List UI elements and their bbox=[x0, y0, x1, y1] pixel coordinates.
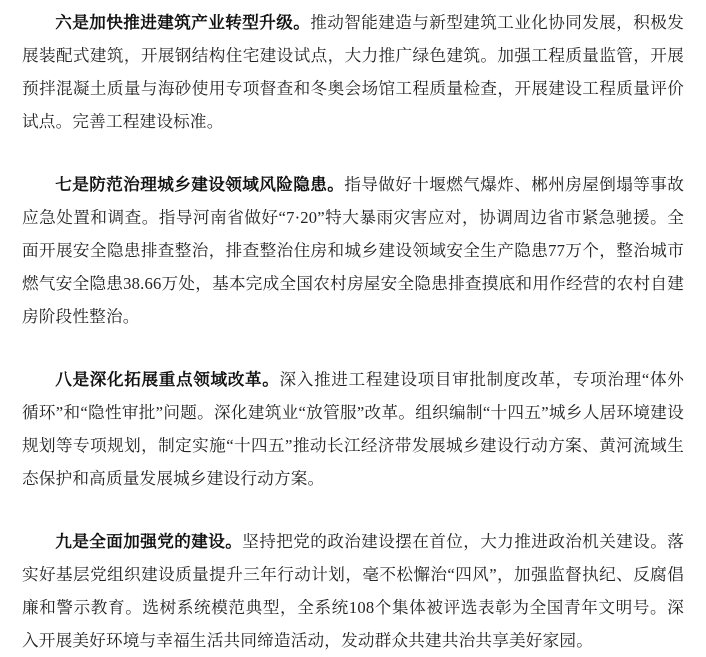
paragraph-nine bbox=[22, 525, 684, 657]
paragraph-seven bbox=[22, 168, 684, 333]
paragraph-eight-lead: 八是深化拓展重点领域改革。 bbox=[55, 370, 280, 389]
paragraph-seven-lead: 七是防范治理城乡建设领域风险隐患。 bbox=[55, 175, 345, 194]
paragraph-six-body: 推动智能建造与新型建筑工业化协同发展，积极发展装配式建筑，开展钢结构住宅建设试点，大力推广绿色建筑。加强工程质量监管，开展预拌混凝土质量与海砂使用专项督查和冬奥会场馆工程质量检查，开展建设工程质量评价试点。完善工程建设标准。 bbox=[22, 13, 685, 131]
paragraph-six bbox=[22, 6, 684, 138]
paragraph-eight-body: 深入推进工程建设项目审批制度改革，专项治理“体外循环”和“隐性审批”问题。深化建筑业“放管服”改革。组织编制“十四五”城乡人居环境建设规划等专项规划，制定实施“十四五”推动长江经济带发展城乡建设行动方案、黄河流域生态保护和高质量发展城乡建设行动方案。 bbox=[22, 370, 684, 488]
paragraph-nine-lead: 九是全面加强党的建设。 bbox=[55, 532, 243, 551]
paragraph-eight bbox=[22, 363, 684, 495]
paragraph-six-lead: 六是加快推进建筑产业转型升级。 bbox=[55, 13, 311, 32]
paragraph-nine-body: 坚持把党的政治建设摆在首位，大力推进政治机关建设。落实好基层党组织建设质量提升三年行动计划，毫不松懈治“四风”，加强监督执纪、反腐倡廉和警示教育。选树系统模范典型，全系统108个集体被评选表彰为全国青年文明号。深入开展美好环境与幸福生活共同缔造活动，发动群众共建共治共享美好家园。 bbox=[22, 532, 685, 650]
paragraph-seven-body: 指导做好十堰燃气爆炸、郴州房屋倒塌等事故应急处置和调查。指导河南省做好“7·20”特大暴雨灾害应对，协调周边省市紧急驰援。全面开展安全隐患排查整治，排查整治住房和城乡建设领域安全生产隐患77万个，整治城市燃气安全隐患38.66万处，基本完成全国农村房屋安全隐患排查摸底和用作经营的农村自建房阶段性整治。 bbox=[22, 175, 685, 326]
